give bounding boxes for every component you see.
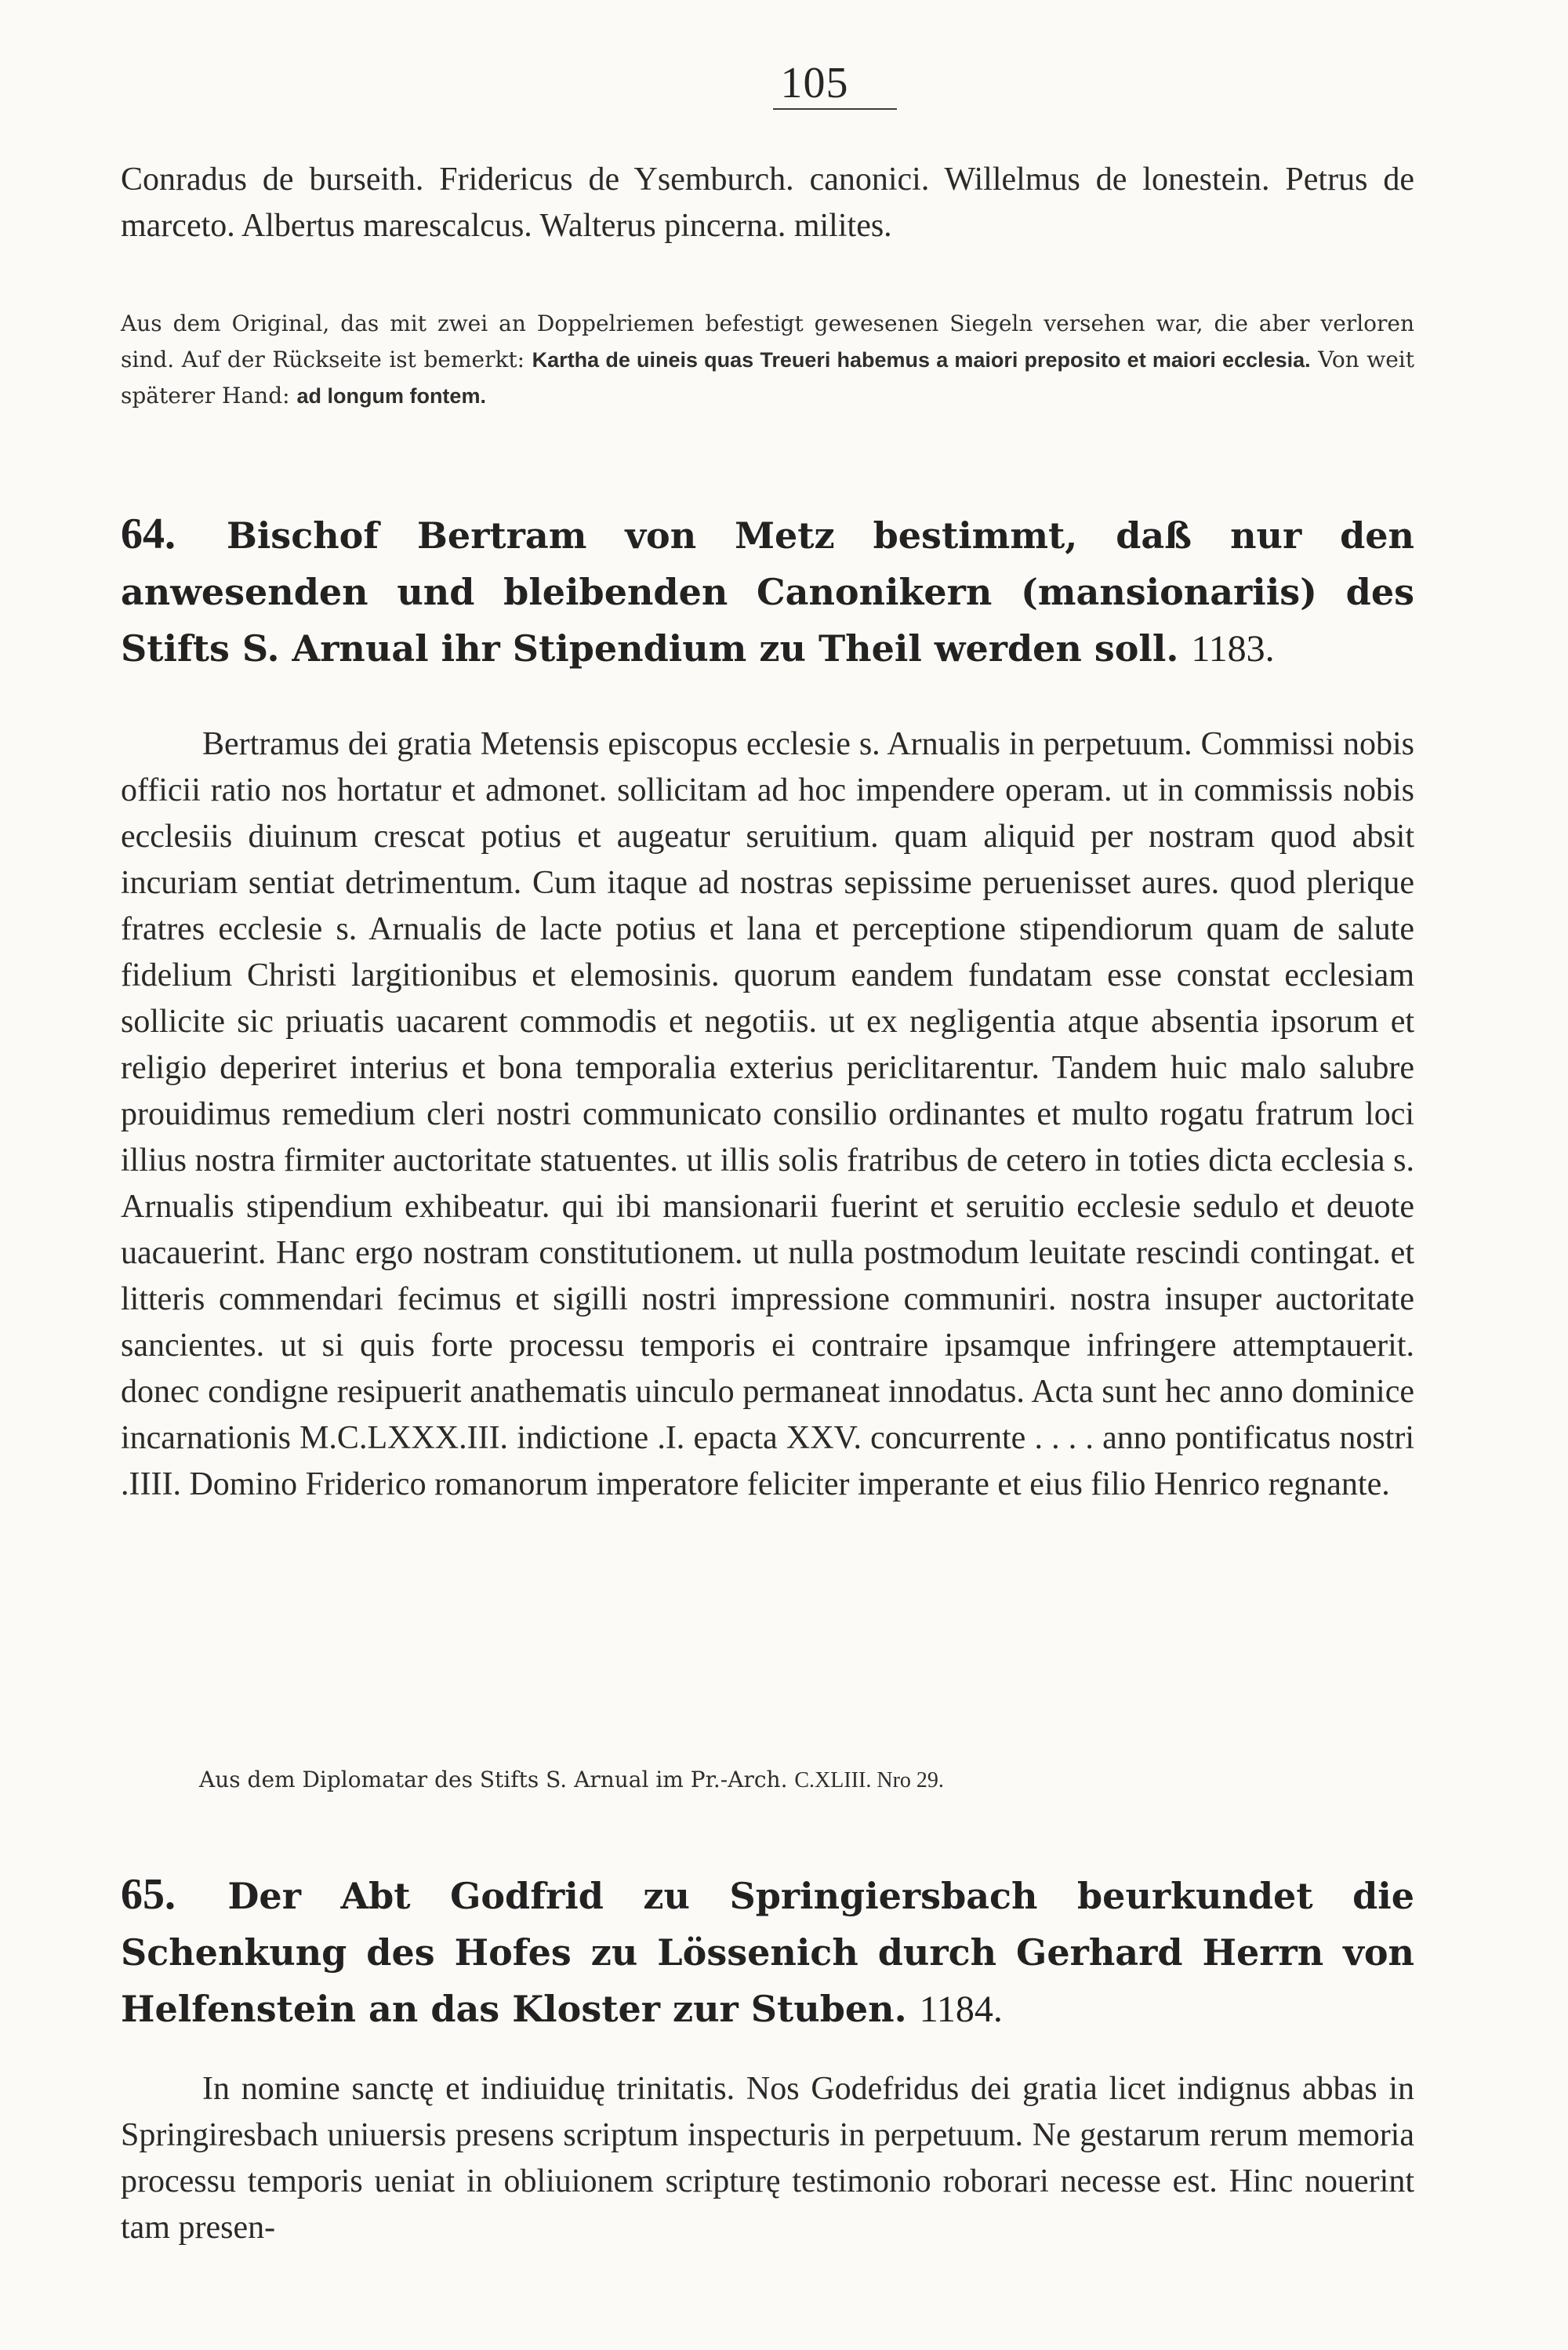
doc63-note-latin-1: Kartha de uineis quas Treueri habemus a maiori preposito et maiori ecclesia. <box>532 348 1311 372</box>
doc64-body-text: Bertramus dei gratia Metensis episcopus ecclesie s. Arnualis in perpetuum. Commissi nobis officii ratio nos hortatur et admonet. sollicitam ad hoc impendere operam. ut in commissis nobis ecclesiis diuinum crescat potius et augeatur seruitium. quam aliquid per nostram quod absit incuriam sentiat detrimentum. Cum itaque ad nostras sepissime peruenisset aures. quod plerique fratres ecclesie s. Arnualis de lacte potius et lana et perceptione stipendiorum quam de salute fidelium Christi largitionibus et elemosinis. quorum eandem fundatam esse constat ecclesiam sollicite sic priuatis uacarent commodis et negotiis. ut ex negligentia atque absentia ipsorum et religio deperiret interius et bona temporalia exterius periclitarentur. Tandem huic malo salubre prouidimus remedium cleri nostri communicato consilio ordinantes et multo rogatu fratrum loci illius nostra firmiter auctoritate statuentes. ut illis solis fratribus de cetero in toties dicta ecclesia s. Arnualis stipendium exhibeatur. qui ibi mansionarii fuerint et seruitio ecclesie sedulo et deuote uacauerint. Hanc ergo nostram constitutionem. ut nulla postmodum leuitate rescindi contingat. et litteris commendari fecimus et sigilli nostri impressione communiri. nostra insuper auctoritate sancientes. ut si quis forte processu temporis ei contraire ipsamque infringere attemptauerit. donec condigne resipuerit anathematis uinculo permaneat innodatus. Acta sunt hec anno dominice incarnationis M.C.LXXX.III. indictione .I. epacta XXV. concurrente . . . . anno pontificatus nostri .IIII. Domino Friderico romanorum imperatore feliciter imperante et eius filio Henrico regnante. <box>121 726 1414 1502</box>
doc64-heading-text: Bischof Bertram von Metz bestimmt, daß nur den anwesenden und bleibenden Canonikern (mansionariis) des Stifts S. Arnual ihr Stipendium zu Theil werden soll. <box>121 514 1414 670</box>
doc64-body <box>121 721 1414 1508</box>
doc64-source-ref: C.XLIII. Nro 29. <box>794 1768 944 1792</box>
doc64-source-text: Aus dem Diplomatar des Stifts S. Arnual im Pr.-Arch. <box>199 1767 788 1792</box>
page-number-rule <box>773 108 897 110</box>
doc63-note-german-2: Von weit späterer Hand: <box>121 347 1415 409</box>
doc65-year: 1184. <box>919 1989 1003 2030</box>
doc64-number: 64. <box>121 510 176 558</box>
doc65-heading <box>121 1866 1414 2038</box>
doc65-number: 65. <box>121 1870 176 1919</box>
doc64-source <box>199 1764 1375 1796</box>
doc63-note-german: Aus dem Original, das mit zwei an Doppelriemen befestigt gewesenen Siegeln versehen war, die aber verloren sind. Auf der Rückseite ist bemerkt: <box>121 311 1414 372</box>
doc65-heading-text: Der Abt Godfrid zu Springiersbach beurkundet die Schenkung des Hofes zu Lössenich durch Gerhard Herrn von Helfenstein an das Kloster zur Stuben. <box>121 1875 1414 2030</box>
doc65-body-text: In nomine sanctę et indiuiduę trinitatis. Nos Godefridus dei gratia licet indignus abbas in Springiresbach uniuersis presens scriptum inspecturis in perpetuum. Ne gestarum rerum memoria processu temporis ueniat in obliuionem scripturę testimonio roborari necesse est. Hinc nouerint tam presen- <box>121 2071 1414 2246</box>
doc63-note-text <box>121 306 1414 414</box>
document-page <box>121 47 1414 2321</box>
doc64-year: 1183. <box>1191 628 1275 670</box>
page-number: 105 <box>780 59 849 107</box>
doc63-note-latin-2: ad longum fontem. <box>296 384 486 408</box>
doc63-tail <box>121 157 1414 249</box>
doc63-witness-list: Conradus de burseith. Fridericus de Ysemburch. canonici. Willelmus de lonestein. Petrus de marceto. Albertus marescalcus. Walterus pincerna. milites. <box>121 162 1414 244</box>
doc64-heading <box>121 506 1414 677</box>
doc65-body <box>121 2066 1414 2251</box>
doc63-note <box>121 306 1414 414</box>
